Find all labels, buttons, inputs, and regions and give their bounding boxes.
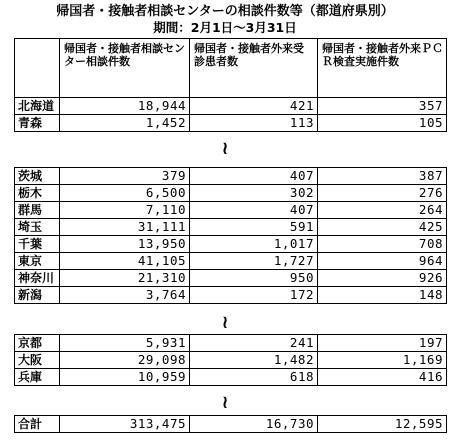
table-row <box>15 202 447 219</box>
consultations-cell: 313,475 <box>60 416 190 433</box>
pcr-tests-cell: 276 <box>318 185 447 202</box>
page-title: 帰国者・接触者相談センターの相談件数等（都道府県別） <box>56 4 394 19</box>
table-section-1 <box>14 38 447 132</box>
consultations-cell: 41,105 <box>60 253 190 270</box>
outpatients-cell: 618 <box>190 369 318 386</box>
table-row <box>15 236 447 253</box>
prefecture-cell: 群馬 <box>15 202 60 219</box>
outpatients-cell: 1,017 <box>190 236 318 253</box>
prefecture-cell: 神奈川 <box>15 270 60 287</box>
consultations-cell: 31,111 <box>60 219 190 236</box>
prefecture-cell: 茨城 <box>15 168 60 185</box>
outpatients-cell: 16,730 <box>190 416 318 433</box>
omission-mark: ≀ <box>221 312 229 333</box>
pcr-tests-cell: 708 <box>318 236 447 253</box>
outpatients-cell: 1,727 <box>190 253 318 270</box>
table-row <box>15 168 447 185</box>
pcr-tests-cell: 148 <box>318 287 447 304</box>
prefecture-cell: 京都 <box>15 335 60 352</box>
prefecture-cell: 新潟 <box>15 287 60 304</box>
prefecture-cell: 東京 <box>15 253 60 270</box>
omission-mark: ≀ <box>221 392 229 413</box>
prefecture-cell: 千葉 <box>15 236 60 253</box>
table-row <box>15 253 447 270</box>
table-row <box>15 352 447 369</box>
outpatients-cell: 172 <box>190 287 318 304</box>
omission-mark: ≀ <box>221 138 229 159</box>
consultations-cell: 18,944 <box>60 98 190 115</box>
consultations-cell: 379 <box>60 168 190 185</box>
consultations-cell: 1,452 <box>60 115 190 132</box>
table-row <box>15 185 447 202</box>
outpatients-cell: 113 <box>190 115 318 132</box>
prefecture-cell: 兵庫 <box>15 369 60 386</box>
consultations-cell: 21,310 <box>60 270 190 287</box>
consultations-cell: 10,959 <box>60 369 190 386</box>
header-blank-cell <box>15 39 60 98</box>
pcr-tests-cell: 12,595 <box>318 416 447 433</box>
pcr-tests-cell: 387 <box>318 168 447 185</box>
table-row <box>15 270 447 287</box>
outpatients-cell: 421 <box>190 98 318 115</box>
consultations-cell: 5,931 <box>60 335 190 352</box>
pcr-tests-cell: 357 <box>318 98 447 115</box>
outpatients-cell: 591 <box>190 219 318 236</box>
pcr-tests-cell: 416 <box>318 369 447 386</box>
prefecture-cell: 大阪 <box>15 352 60 369</box>
table-section-total <box>14 415 447 433</box>
consultations-cell: 13,950 <box>60 236 190 253</box>
pcr-tests-cell: 197 <box>318 335 447 352</box>
table-section-2 <box>14 167 447 304</box>
header-row <box>15 39 447 98</box>
prefecture-cell: 埼玉 <box>15 219 60 236</box>
pcr-tests-cell: 964 <box>318 253 447 270</box>
table-row <box>15 369 447 386</box>
header-outpatients: 帰国者・接触者外来受診患者数 <box>190 39 318 98</box>
table-row <box>15 219 447 236</box>
outpatients-cell: 407 <box>190 168 318 185</box>
outpatients-cell: 950 <box>190 270 318 287</box>
pcr-tests-cell: 926 <box>318 270 447 287</box>
pcr-tests-cell: 105 <box>318 115 447 132</box>
consultations-cell: 3,764 <box>60 287 190 304</box>
consultations-cell: 29,098 <box>60 352 190 369</box>
prefecture-cell: 栃木 <box>15 185 60 202</box>
pcr-tests-cell: 1,169 <box>318 352 447 369</box>
outpatients-cell: 1,482 <box>190 352 318 369</box>
period-label: 期間：2月1日〜3月31日 <box>153 20 297 35</box>
outpatients-cell: 241 <box>190 335 318 352</box>
table-row <box>15 416 447 433</box>
header-pcr-tests: 帰国者・接触者外来ＰＣＲ検査実施件数 <box>318 39 447 98</box>
pcr-tests-cell: 264 <box>318 202 447 219</box>
prefecture-cell: 北海道 <box>15 98 60 115</box>
header-consultations: 帰国者・接触者相談センター相談件数 <box>60 39 190 98</box>
outpatients-cell: 407 <box>190 202 318 219</box>
consultations-cell: 7,110 <box>60 202 190 219</box>
prefecture-cell: 合計 <box>15 416 60 433</box>
table-row <box>15 287 447 304</box>
table-row <box>15 115 447 132</box>
table-row <box>15 98 447 115</box>
outpatients-cell: 302 <box>190 185 318 202</box>
pcr-tests-cell: 425 <box>318 219 447 236</box>
table-section-3 <box>14 334 447 386</box>
consultations-cell: 6,500 <box>60 185 190 202</box>
table-row <box>15 335 447 352</box>
prefecture-cell: 青森 <box>15 115 60 132</box>
